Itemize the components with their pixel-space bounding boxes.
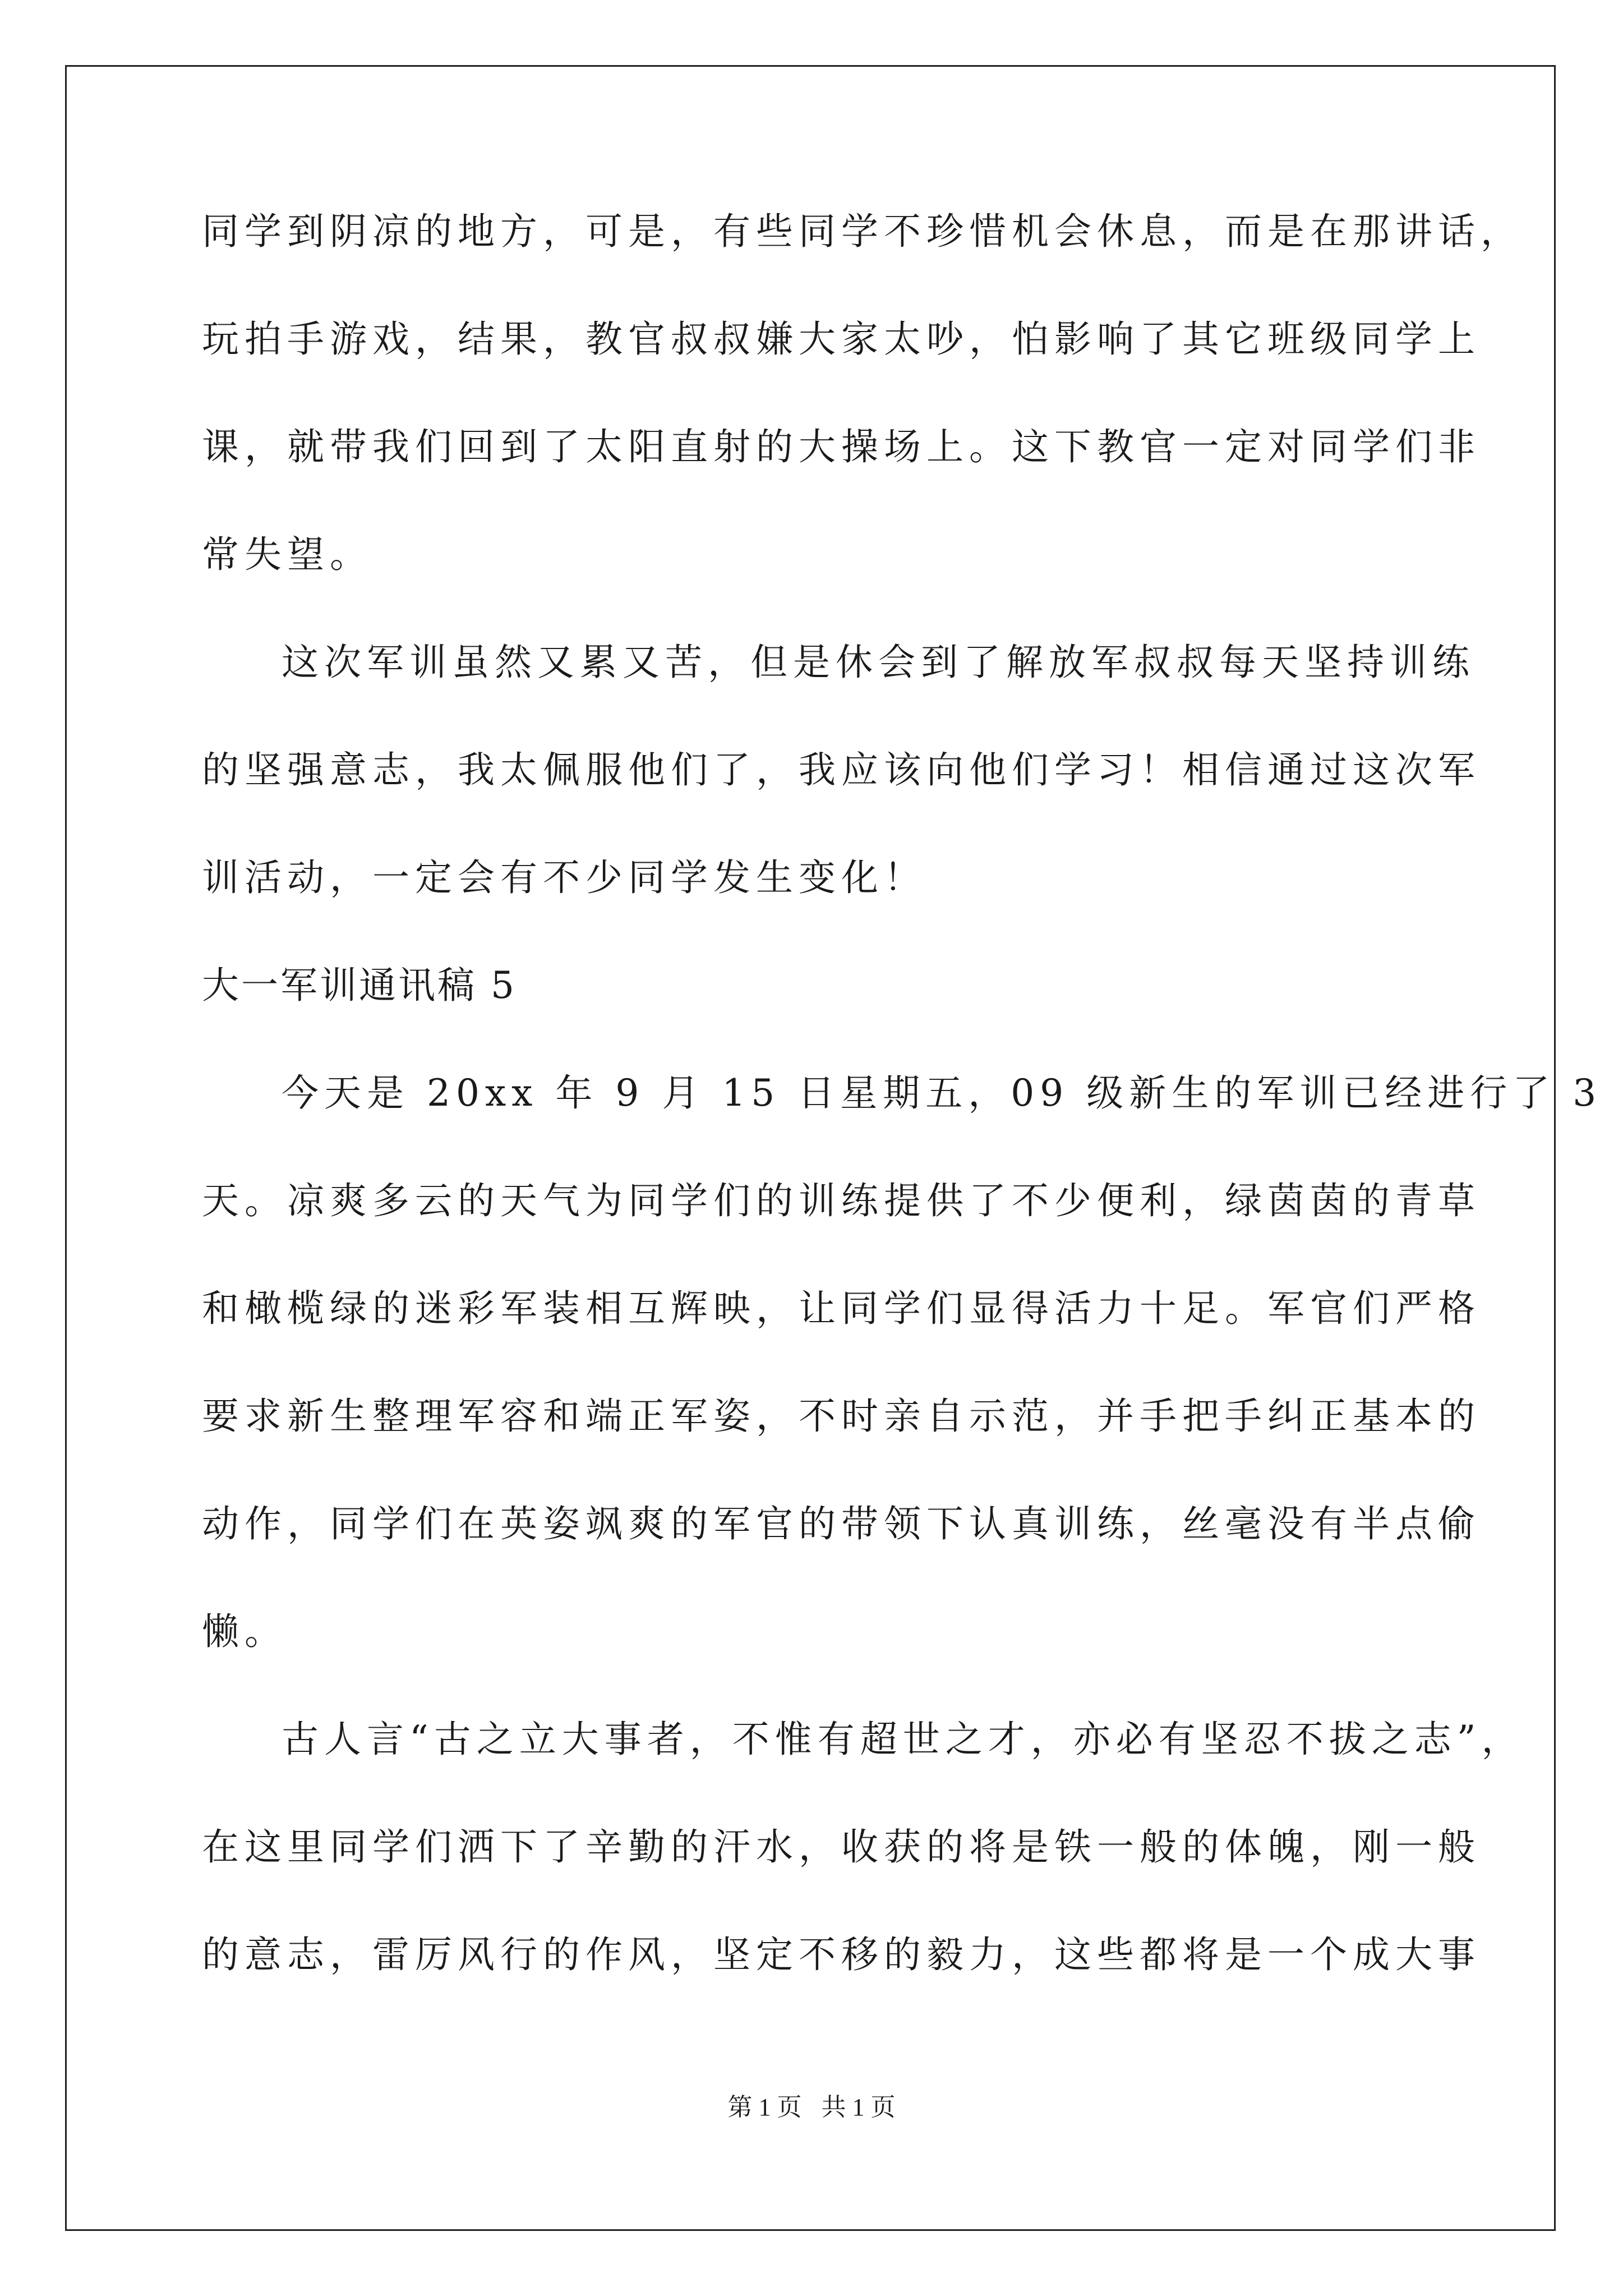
text-line: 课，就带我们回到了太阳直射的大操场上。这下教官一定对同学们非 [202,425,1481,468]
text-line: 天。凉爽多云的天气为同学们的训练提供了不少便利，绿茵茵的青草 [202,1179,1481,1222]
page-footer [0,2095,1623,2120]
text-line: 的意志，雷厉风行的作风，坚定不移的毅力，这些都将是一个成大事 [202,1933,1481,1976]
text-line: 今天是 20xx 年 9 月 15 日星期五，09 级新生的军训已经进行了 3 [282,1071,1602,1115]
text-line: 古人言“古之立大事者，不惟有超世之才，亦必有坚忍不拔之志”， [282,1718,1524,1761]
text-line: 训活动，一定会有不少同学发生变化！ [202,856,926,899]
paragraph [202,1071,1602,1653]
text-line: 懒。 [202,1610,287,1653]
paragraph [202,641,1481,899]
section-heading [202,964,1436,1007]
paragraph [202,1718,1524,1976]
paragraph [202,210,1523,576]
text-line: 和橄榄绿的迷彩军装相互辉映，让同学们显得活力十足。军官们严格 [202,1287,1481,1330]
text-line: 的坚强意志，我太佩服他们了，我应该向他们学习！相信通过这次军 [202,748,1481,792]
text-line: 动作，同学们在英姿飒爽的军官的带领下认真训练，丝毫没有半点偷 [202,1502,1481,1545]
text-line: 玩拍手游戏，结果，教官叔叔嫌大家太吵，怕影响了其它班级同学上 [202,318,1481,361]
text-line: 要求新生整理军容和端正军姿，不时亲自示范，并手把手纠正基本的 [202,1395,1481,1438]
heading-text: 大一军训通讯稿 5 [202,964,517,1007]
document-body [202,210,1602,2044]
text-line: 在这里同学们洒下了辛勤的汗水，收获的将是铁一般的体魄，刚一般 [202,1825,1481,1869]
text-line: 这次军训虽然又累又苦，但是休会到了解放军叔叔每天坚持训练 [282,641,1475,684]
text-line: 常失望。 [202,533,372,576]
page-number: 第 1 页 [727,2093,802,2121]
text-line: 同学到阴凉的地方，可是，有些同学不珍惜机会休息，而是在那讲话， [202,210,1523,253]
page-total: 共 1 页 [821,2093,896,2121]
